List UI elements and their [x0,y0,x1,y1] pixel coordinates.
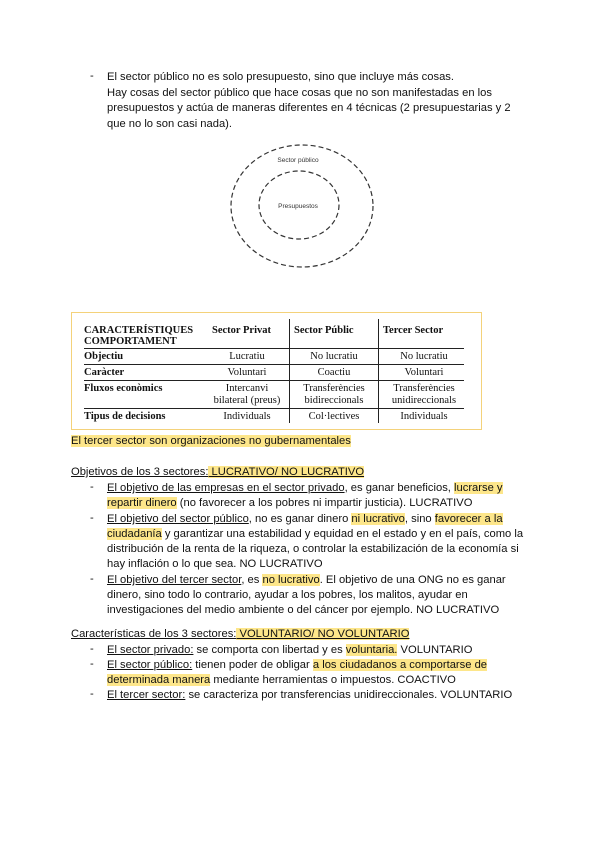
objetivo-privado-line-1: El objetivo de las empresas en el sector privado, es ganar beneficios, lucrarse y [107,482,503,494]
objetivo-tercer-line-3: investigaciones del medio ambiente o del cáncer por ejemplo. NO LUCRATIVO [107,604,500,616]
row-label-objectiu: Objectiu [84,351,124,362]
caracteristica-tercer: El tercer sector: se caracteriza por transferencias unidireccionales. VOLUNTARIO [107,689,513,701]
table-rule [84,408,464,409]
objetivo-privado-line-2: repartir dinero (no favorecer a los pobres ni impartir justicia). LUCRATIVO [107,497,473,509]
intro-line-1: El sector público no es solo presupuesto, sino que incluye más cosas. [107,71,455,83]
cell-public-fluxos: Transferències bidireccionals [303,383,365,406]
header-sector-public: Sector Públic [294,325,354,336]
cell-public-decisions: Col·lectives [308,411,360,422]
cell-private-caracter: Voluntari [227,367,267,378]
bullet-dash: - [90,70,94,82]
comparison-table [71,312,482,430]
table-rule [84,380,464,381]
inner-label: Presupuestos [278,203,318,210]
header-tercer-sector: Tercer Sector [383,325,444,336]
bullet-dash: - [90,643,94,655]
objetivos-title: Objetivos de los 3 sectores: LUCRATIVO/ NO LUCRATIVO [71,466,365,478]
objetivo-tercer-line-2: dinero, sino todo lo contrario, ayudar a los pobres, los malitos, ayudar en [107,589,468,601]
intro-line-3: presupuestos y actúa de maneras diferentes en 4 técnicas (2 presupuestarias y 2 [107,102,511,114]
cell-third-caracter: Voluntari [404,367,444,378]
objetivo-tercer-line-1: El objetivo del tercer sector, es no lucrativo. El objetivo de una ONG no es ganar [107,574,506,586]
cell-public-objectiu: No lucratiu [310,351,358,362]
objetivo-publico-line-3: distribución de la renta de la riqueza, o controlar la estabilización de la economía si [107,543,519,555]
caracteristica-privado: El sector privado: se comporta con libertad y es voluntaria. VOLUNTARIO [107,644,473,656]
cell-public-caracter: Coactiu [317,367,351,378]
cell-third-objectiu: No lucratiu [400,351,448,362]
caracteristicas-title: Características de los 3 sectores: VOLUNTARIO/ NO VOLUNTARIO [71,628,410,640]
row-label-caracter: Caràcter [84,367,125,378]
cell-third-decisions: Individuals [400,411,448,422]
header-sector-privat: Sector Privat [212,325,271,336]
cell-private-decisions: Individuals [223,411,271,422]
caracteristica-publico-line-1: El sector público: tienen poder de obligar a los ciudadanos a comportarse de [107,659,488,671]
header-characteristics: CARACTERÍSTIQUES COMPORTAMENT [84,325,194,347]
bullet-dash: - [90,688,94,700]
outer-label: Sector público [277,157,319,164]
cell-private-fluxos: Intercanvi bilateral (preus) [213,383,281,406]
table-rule [84,364,464,365]
caracteristica-publico-line-2: determinada manera mediante herramientas o impuestos. COACTIVO [107,674,456,686]
intro-line-4: que no lo son casi nada). [107,118,233,130]
objetivo-publico-line-4: hay inflación o lo que sea. NO LUCRATIVO [107,558,323,570]
cell-private-objectiu: Lucratiu [229,351,265,362]
bullet-dash: - [90,481,94,493]
cell-third-fluxos: Transferències unidireccionals [391,383,457,406]
row-label-decisions: Tipus de decisions [84,411,166,422]
objetivo-publico-line-1: El objetivo del sector público, no es ganar dinero ni lucrativo, sino favorecer a la [107,513,503,525]
sector-diagram [230,142,380,272]
row-label-fluxos: Fluxos econòmics [84,383,163,394]
bullet-dash: - [90,512,94,524]
bullet-dash: - [90,658,94,670]
objetivo-publico-line-2: ciudadanía y garantizar una estabilidad y equidad en el estado y en el país, como la [107,528,524,540]
table-rule [84,348,464,349]
intro-line-2: Hay cosas del sector público que hace cosas que no son manifestadas en los [107,87,492,99]
bullet-dash: - [90,573,94,585]
tercer-sector-note: El tercer sector son organizaciones no gubernamentales [71,435,351,447]
